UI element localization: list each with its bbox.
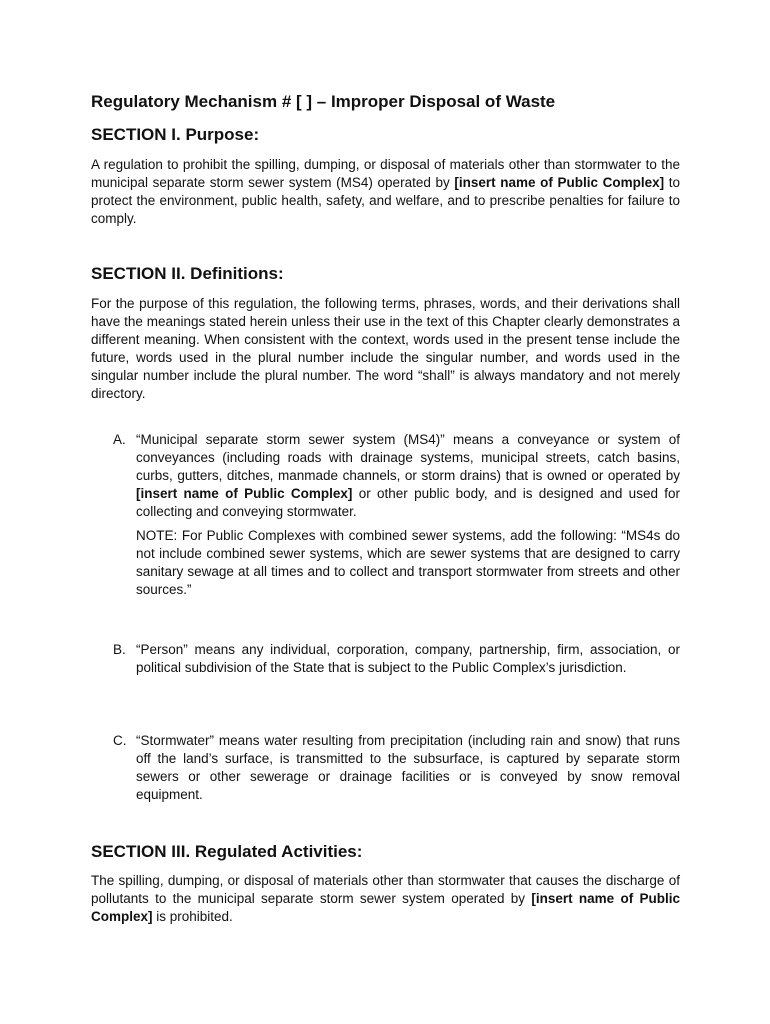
definition-a-placeholder: [insert name of Public Complex] — [136, 486, 353, 501]
definition-item-c — [113, 732, 680, 804]
definition-text: “Person” means any individual, corporation, company, partnership, firm, association, or political subdivision of the State that is subject to the Public Complex’s jurisdiction. — [136, 642, 680, 675]
definition-text — [136, 431, 680, 521]
section-2-intro: For the purpose of this regulation, the following terms, phrases, words, and their derivations shall have the meanings stated herein unless their use in the text of this Chapter clearly demonstrates a different meaning. When consistent with the context, words used in the present tense include the future, words used in the plural number include the singular number, and words used in the singular number include the plural number. The word “shall” is always mandatory and not merely directory. — [91, 296, 680, 401]
section-3-placeholder: [insert name of Public Complex] — [91, 891, 680, 924]
definition-a-note: NOTE: For Public Complexes with combined sewer systems, add the following: “MS4s do not include combined sewer systems, which are sewer systems that are designed to carry sanitary sewage at all times and to collect and transport stormwater from streets and other sources.” — [136, 528, 680, 597]
section-3-text-a: The spilling, dumping, or disposal of materials other than stormwater that causes the discharge of pollutants to the municipal separate storm sewer system operated by — [91, 873, 680, 906]
definition-text: “Stormwater” means water resulting from precipitation (including rain and snow) that runs off the land’s surface, is transmitted to the subsurface, is captured by separate storm sewers or other sewerage or drainage facilities or is conveyed by snow removal equipment. — [136, 733, 680, 802]
section-1-text-b: to protect the environment, public health, safety, and welfare, and to prescribe penalties for failure to comply. — [91, 175, 680, 226]
definition-a-text-b: or other public body, and is designed and used for collecting and conveying stormwater. — [136, 486, 680, 519]
section-2-heading: SECTION II. Definitions: — [91, 264, 284, 283]
definition-item-b — [113, 641, 680, 677]
definition-a-text-a: “Municipal separate storm sewer system (MS4)” means a conveyance or system of conveyances (including roads with drainage systems, municipal streets, catch basins, curbs, gutters, ditches, manmade channels, or storm drains) that is owned or operated by — [136, 432, 680, 483]
definition-letter: B. — [113, 642, 126, 657]
section-3-paragraph — [91, 872, 680, 926]
section-1-text-a: A regulation to prohibit the spilling, dumping, or disposal of materials other than stormwater to the municipal separate storm sewer system (MS4) operated by — [91, 157, 680, 190]
definition-item-a — [113, 431, 680, 599]
definition-letter: C. — [113, 733, 127, 748]
section-1-placeholder: [insert name of Public Complex] — [454, 175, 665, 190]
section-1-heading: SECTION I. Purpose: — [91, 125, 260, 144]
section-3-heading: SECTION III. Regulated Activities: — [91, 842, 363, 861]
section-1-paragraph — [91, 156, 680, 228]
definition-letter: A. — [113, 432, 126, 447]
section-3-text-b: is prohibited. — [152, 909, 233, 924]
document-title: Regulatory Mechanism # [ ] – Improper Disposal of Waste — [91, 92, 556, 111]
